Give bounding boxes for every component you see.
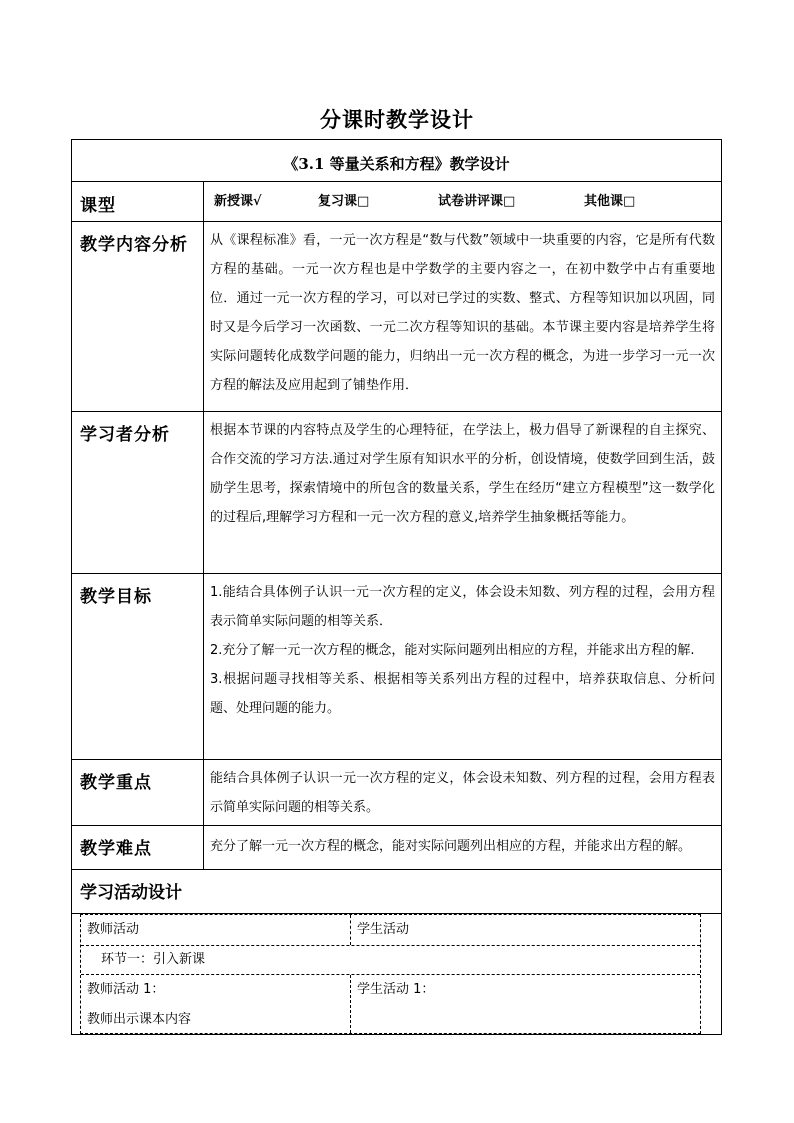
page-title: 分课时教学设计 [320, 108, 474, 132]
difficulties-text: 充分了解一元一次方程的概念，能对实际问题列出相应的方程，并能求出方程的解。 [210, 839, 692, 854]
option-review-lesson: 复习课□ [318, 193, 370, 209]
option-exam-review-lesson: 试卷讲评课□ [438, 193, 516, 209]
learner-analysis-text: 根据本节课的内容特点及学生的心理特征，在学法上，极力倡导了新课程的自主探究、合作交流的学习方法.通过对学生原有知识水平的分析，创设情境，使数学回到生活，鼓励学生思考，探索情境中的所包含的数量关系，学生在经历“建立方程模型”这一数学化的过程后,理解学习方程和一元一次方程的意义,培养学生抽象概括等能力。 [210, 423, 715, 525]
step-row [81, 946, 700, 975]
activity-design-container [72, 914, 721, 1034]
course-title-row [72, 140, 721, 182]
teaching-goal-item: 2.充分了解一元一次方程的概念，能对实际问题列出相应的方程，并能求出方程的解. [210, 643, 695, 658]
difficulties-label: 教学难点 [72, 826, 204, 869]
student-activity-header: 学生活动 [357, 922, 410, 937]
key-points-row [72, 760, 721, 826]
teacher-activity-header: 教师活动 [81, 915, 351, 945]
difficulties-row [72, 826, 721, 870]
learner-analysis-row [72, 412, 721, 574]
teaching-goals-label: 教学目标 [72, 574, 204, 759]
student-activity-1 [351, 975, 700, 1033]
teacher-activity-1 [81, 975, 351, 1033]
teaching-goal-item: 3.根据问题寻找相等关系、根据相等关系列出方程的过程中，培养获取信息、分析问题、处理问题的能力。 [210, 672, 715, 716]
lesson-plan-table [71, 139, 722, 1035]
content-analysis-label: 教学内容分析 [72, 222, 204, 411]
key-points-text: 能结合具体例子认识一元一次方程的定义，体会设未知数、列方程的过程，会用方程表示简单实际问题的相等关系。 [210, 771, 715, 815]
teaching-goals-list [204, 574, 721, 759]
teacher-activity-1-title: 教师活动 1： [87, 982, 165, 997]
teaching-goal-item: 1.能结合具体例子认识一元一次方程的定义，体会设未知数、列方程的过程，会用方程表示简单实际问题的相等关系． [210, 585, 715, 629]
option-other-lesson: 其他课□ [584, 193, 636, 209]
key-points-label: 教学重点 [72, 760, 204, 825]
course-title: 《3.1 等量关系和方程》教学设计 [283, 155, 510, 173]
teacher-activity-1-text: 教师出示课本内容 [87, 1012, 192, 1027]
course-type-label: 课型 [72, 182, 204, 221]
activity-1-row [81, 975, 700, 1033]
course-type-options [204, 182, 721, 221]
activity-header-row [81, 915, 700, 946]
activity-table [80, 914, 701, 1034]
step-1-title: 环节一：引入新课 [101, 952, 206, 967]
course-type-row [72, 182, 721, 222]
activity-design-header-row [72, 870, 721, 914]
learner-analysis-label: 学习者分析 [72, 412, 204, 573]
student-activity-1-title: 学生活动 1： [357, 982, 435, 997]
teaching-goals-row [72, 574, 721, 760]
content-analysis-row [72, 222, 721, 412]
option-new-lesson: 新授课√ [214, 193, 262, 209]
activity-design-label: 学习活动设计 [80, 883, 182, 903]
activity-design-row [72, 914, 721, 1034]
content-analysis-text: 从《课程标准》看，一元一次方程是“数与代数”领域中一块重要的内容，它是所有代数方程的基础。一元一次方程也是中学数学的主要内容之一，在初中数学中占有重要地位．通过一元一次方程的学习，可以对已学过的实数、整式、方程等知识加以巩固，同时又是今后学习一次函数、一元二次方程等知识的基础。本节课主要内容是培养学生将实际问题转化成数学问题的能力，归纳出一元一次方程的概念，为进一步学习一元一次方程的解法及应用起到了铺垫作用． [210, 233, 715, 393]
